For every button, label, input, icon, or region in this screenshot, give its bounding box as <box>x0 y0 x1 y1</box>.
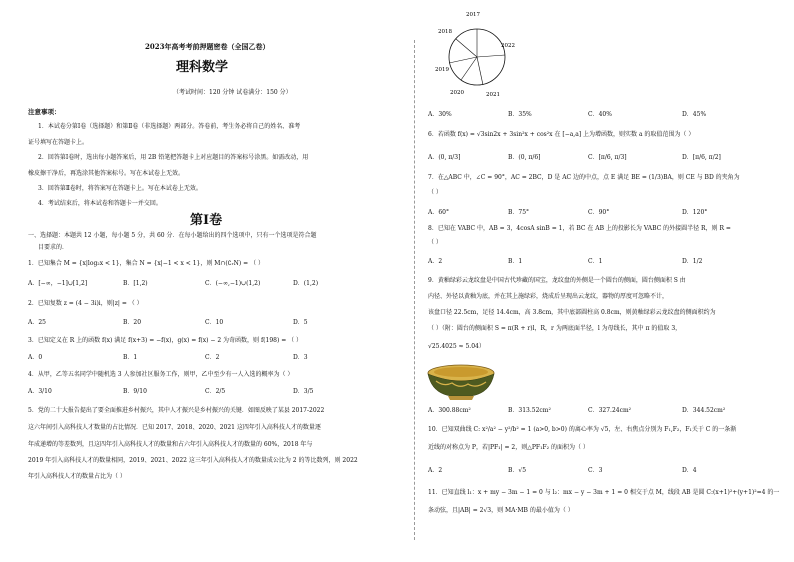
option: C．[π/6, π/3] <box>588 154 627 161</box>
option: A．2 <box>428 258 443 265</box>
option: A．0 <box>28 354 43 361</box>
pie-chart <box>435 9 515 101</box>
section-intro: 目要求的． <box>38 244 69 251</box>
notice-item: 3．回答第Ⅱ卷时，将答案写在答题卡上。写在本试卷上无效。 <box>38 185 202 192</box>
pie-slice-edge <box>461 57 477 80</box>
question-stem: 8．已知在 VABC 中，AB = 3，4cosA sinB = 1，若 BC 在 AB 上的投影长为 VABC 的外接圆半径 R，则 R = <box>428 225 731 232</box>
notice-item: 1．本试卷分第Ⅰ卷（选择题）和第Ⅱ卷（非选择题）两部分。答卷前，考生务必将自己的姓名、准考 <box>38 123 301 130</box>
option: D．(1,2) <box>293 280 319 287</box>
option: D．120° <box>682 209 708 216</box>
option: C．1 <box>588 258 603 265</box>
question-stem: 4．从甲，乙等五名同学中随机选 3 人参加社区服务工作，则甲，乙中至少有一人入选的概率为（ ） <box>28 371 294 378</box>
question-stem: 6．若函数 f(x) = √3sin2x + 3sin²x + cos²x 在 [−a,a] 上为增函数，则实数 a 的取值范围为（ ） <box>428 131 695 138</box>
pie-label-2018: 2018 <box>438 29 452 35</box>
option: D．1/2 <box>682 258 703 265</box>
option: D．[π/6, π/2] <box>682 154 721 161</box>
notice-item: 4．考试结束后，将本试卷和答题卡一并交回。 <box>38 200 162 207</box>
question-stem: 9．黄釉绿彩云龙纹盘是中国古代珍藏的国宝，龙纹盘的外侧是一个圆台的侧面，圆台侧面积 S 由 <box>428 277 686 284</box>
option: B．9/10 <box>123 388 147 395</box>
question-stem: 年成递增的等差数列，且这四年引入高科技人才的数量和占六年引入高科技人才的数量的 60%，2018 年与 <box>28 441 313 448</box>
pie-label-2019: 2019 <box>435 67 449 73</box>
section-intro: 一、选择题：本题共 12 小题，每小题 5 分，共 60 分．在每小题给出的四个选项中，只有一个选项是符合题 <box>28 232 317 239</box>
exam-title: 2023年高考考前押题密卷（全国乙卷） <box>145 42 270 51</box>
option: C．10 <box>205 319 224 326</box>
question-stem: 11．已知直线 l₁：x + my − 3m − 1 = 0 与 l₂：mx − y − 3m + 1 = 0 相交于点 M，线段 AB 是圆 C:(x+1)²+(y+1)²=4 的一 <box>428 489 780 496</box>
option: B．(0, π/6] <box>508 154 541 161</box>
option: A．3/10 <box>28 388 52 395</box>
pie-slice-edge <box>456 39 477 57</box>
option: B．313.52cm² <box>508 407 551 414</box>
option: A．(0, π/3] <box>428 154 461 161</box>
question-stem: 条动弦，且|AB| = 2√3，则 MA·MB 的最小值为（ ） <box>428 507 574 514</box>
option: D．5 <box>293 319 308 326</box>
option: D．4 <box>682 467 697 474</box>
option: D．344.52cm² <box>682 407 726 414</box>
option: B．1 <box>508 258 523 265</box>
option: A．25 <box>28 319 46 326</box>
option: A．[−∞，−1]∪[1,2] <box>28 280 88 287</box>
pie-label-2020: 2020 <box>450 90 464 96</box>
question-stem: 2019 年引入高科技人才的数量相同，2019、2021、2022 这三年引入高科技人才的数量成公比为 2 的等比数列，则 2022 <box>28 457 358 464</box>
option: B．√5 <box>508 467 527 474</box>
option: D．3/5 <box>293 388 314 395</box>
pie-label-2017: 2017 <box>466 12 480 18</box>
option: C．90° <box>588 209 610 216</box>
pie-slice-edge <box>449 57 477 63</box>
question-stem: 2．已知复数 z = (4 − 3i)i，则|z| = （ ） <box>28 300 143 307</box>
exam-meta: （考试时间：120 分钟 试卷满分：150 分） <box>173 89 292 96</box>
notice-heading: 注意事项： <box>28 108 61 116</box>
option: C．327.24cm² <box>588 407 632 414</box>
pie-label-2021: 2021 <box>486 92 500 98</box>
option: A．2 <box>428 467 443 474</box>
question-stem: 该盘口径 22.5cm，足径 14.4cm，高 3.8cm，其中底部圆柱高 0.8cm，则黄釉绿彩云龙纹盘的侧面积约为 <box>428 309 716 316</box>
option: B．1 <box>123 354 138 361</box>
notice-item: 2．回答第Ⅰ卷时，选出每小题答案后，用 2B 铅笔把答题卡上对应题目的答案标号涂黑。如需改动，用 <box>38 154 309 161</box>
question-stem: √25.4025 ≈ 5.04） <box>428 343 485 350</box>
option: A．300.88cm² <box>428 407 471 414</box>
question-stem: 年引入高科技人才的数量占比为（ ） <box>28 473 126 480</box>
pie-slice-edge <box>477 55 505 57</box>
option: C．2/5 <box>205 388 226 395</box>
question-stem: 3．已知定义在 R 上的函数 f(x) 满足 f(x+3) = −f(x)，g(x) = f(x) − 2 为奇函数，则 f(198) = （ ） <box>28 337 303 344</box>
option: C．(−∞,−1)∪(1,2) <box>205 280 261 287</box>
pie-label-2022: 2022 <box>501 43 515 49</box>
option: A．30% <box>428 111 452 118</box>
column-divider <box>414 40 415 540</box>
option: C．3 <box>588 467 603 474</box>
question-stem: （ ）（附：圆台的侧面积 S = π(R + r)l，R，r 为两底面半径，l 为母线长，其中 π 的值取 3， <box>428 325 682 332</box>
bowl-image <box>426 363 496 403</box>
question-stem: 近线的对称点为 P，若|PF₁| = 2，则△PF₁F₂ 的面积为（ ） <box>428 444 589 451</box>
question-stem: 10．已知双曲线 C: x²/a² − y²/b² = 1 (a>0, b>0) 的离心率为 √5，左、右焦点分别为 F₁,F₂，F₁关于 C 的一条渐 <box>428 426 737 433</box>
question-stem: 7．在△ABC 中，∠C = 90°，AC = 2BC，D 是 AC 边的中点，点 E 满足 BE = (1/3)BA，则 CE 与 BD 的夹角为 <box>428 174 740 181</box>
notice-item: 证号填写在答题卡上。 <box>28 139 89 146</box>
question-stem: 这六年间引入高科技人才数量的占比情况．已知 2017、2018、2020、2021 这四年引入高科技人才的数量逐 <box>28 424 321 431</box>
subject-title: 理科数学 <box>176 60 229 75</box>
option: B．35% <box>508 111 532 118</box>
question-stem: 内径、外径以黄釉为底，并在其上施绿彩，烧成后呈现出云龙纹，器物的厚度可忽略不计， <box>428 293 669 300</box>
option: B．[1,2) <box>123 280 148 287</box>
option: D．3 <box>293 354 308 361</box>
option: C．2 <box>205 354 220 361</box>
option: B．75° <box>508 209 530 216</box>
section-title: 第Ⅰ卷 <box>190 213 223 228</box>
question-stem: （ ） <box>428 239 442 246</box>
option: D．45% <box>682 111 707 118</box>
question-stem: 5．党的二十大报告提出了要全面推进乡村振兴，其中人才振兴是乡村振兴的关键．如图反映了某县 2017-2022 <box>28 407 325 414</box>
question-stem: （ ） <box>428 189 442 196</box>
pie-slice-edge <box>477 57 483 85</box>
question-stem: 1．已知集合 M = {x|log₂x < 1}，集合 N = {x|−1 < x < 1}，则 M∩(∁ᵣN) = （ ） <box>28 260 264 267</box>
option: A．60° <box>428 209 449 216</box>
right-column <box>420 0 794 562</box>
option: B．20 <box>123 319 142 326</box>
option: C．40% <box>588 111 612 118</box>
notice-item: 橡皮擦干净后，再选涂其他答案标号。写在本试卷上无效。 <box>28 170 185 177</box>
